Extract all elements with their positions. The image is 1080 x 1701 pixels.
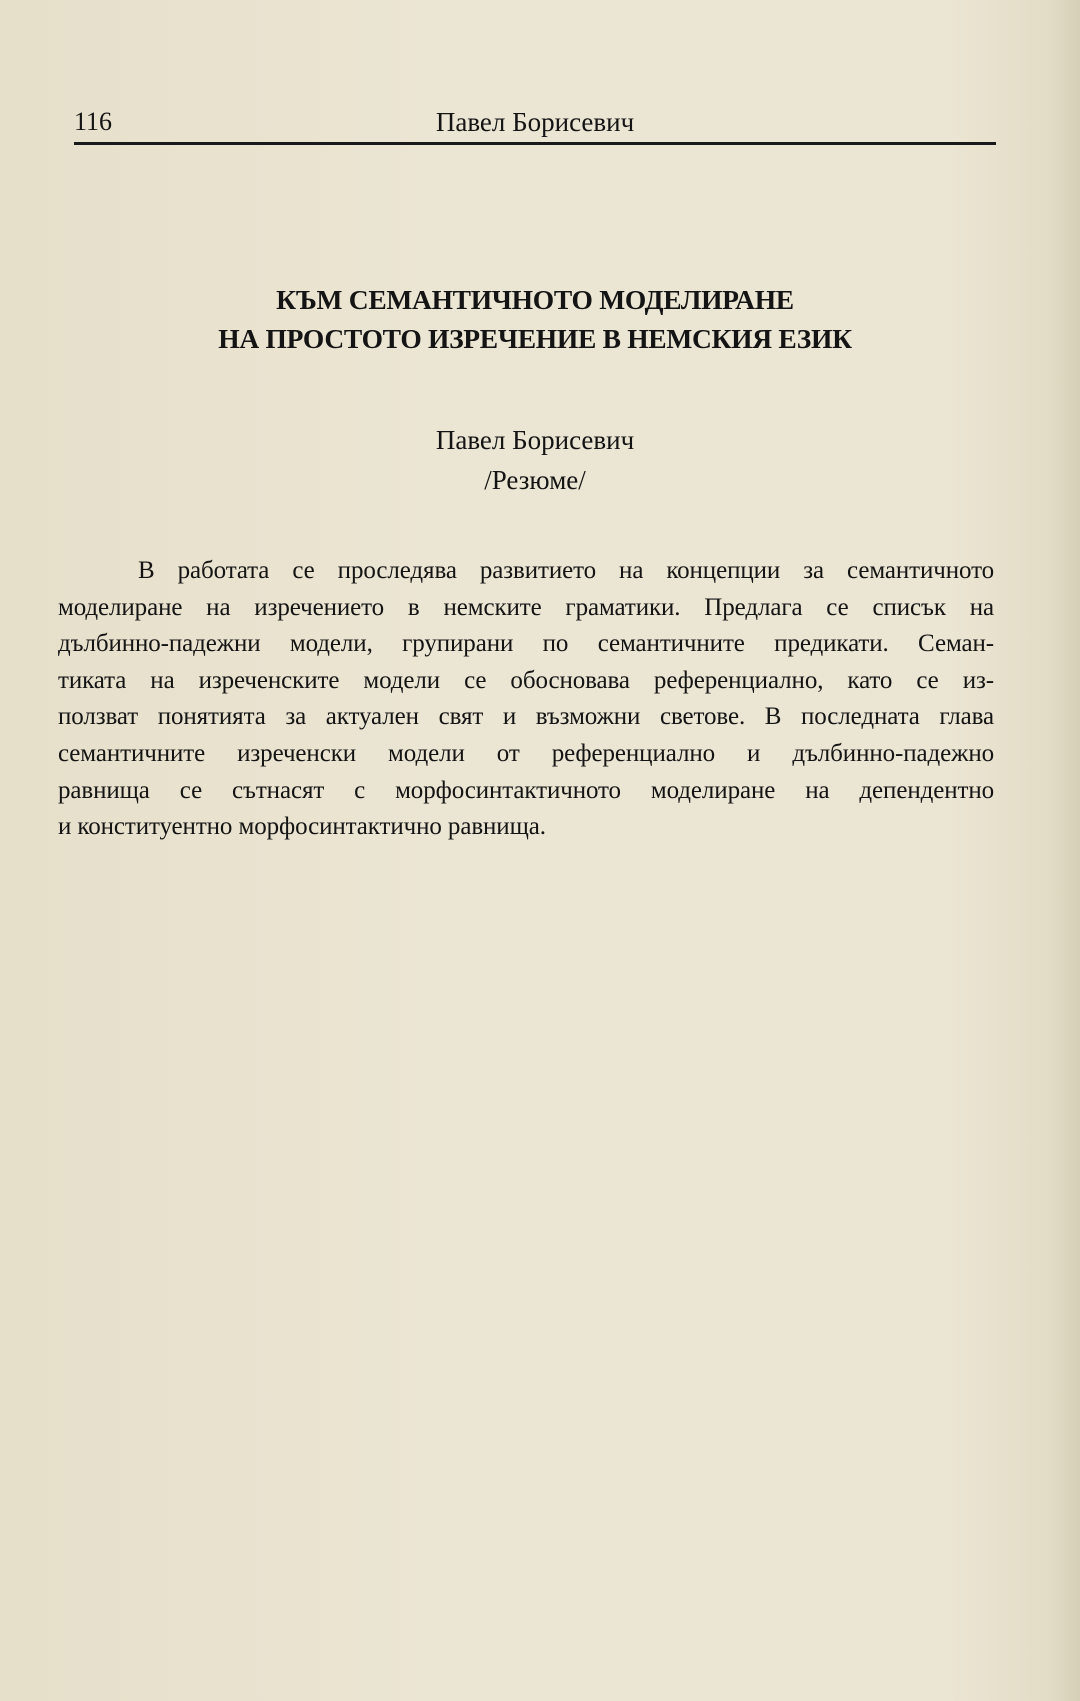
abstract-line: моделиране на изречението в немските граматики. Предлага се списък на (58, 593, 994, 621)
abstract-line: тиката на изреченските модели се обосновава референциално, като се из- (58, 666, 994, 694)
running-title: Павел Борисевич (435, 107, 635, 137)
abstract-paragraph (58, 553, 994, 846)
header-rule (74, 142, 996, 145)
abstract-line: дълбинно-падежни модели, групирани по семантичните предикати. Семан- (58, 630, 994, 658)
title-line: КЪМ СЕМАНТИЧНОТО МОДЕЛИРАНЕ (276, 284, 794, 315)
abstract-line: равнища се сътнасят с морфосинтактичното моделиране на депендентно (58, 776, 994, 804)
abstract-line: ползват понятията за актуален свят и възможни светове. В последната глава (58, 703, 994, 731)
abstract-line: семантичните изреченски модели от референциално и дълбинно-падежно (58, 739, 994, 767)
author-name: Павел Борисевич (435, 425, 635, 455)
running-head (74, 104, 996, 144)
abstract-line: и конституентно морфосинтактично равнища. (58, 813, 546, 841)
article-title (74, 280, 996, 358)
title-line: НА ПРОСТОТО ИЗРЕЧЕНИЕ В НЕМСКИЯ ЕЗИК (218, 323, 852, 354)
author-block (74, 420, 996, 500)
section-label: /Резюме/ (484, 465, 586, 495)
abstract-line: В работата се проследява развитието на концепции за семантичното (138, 557, 994, 584)
page-number: 116 (74, 107, 113, 136)
